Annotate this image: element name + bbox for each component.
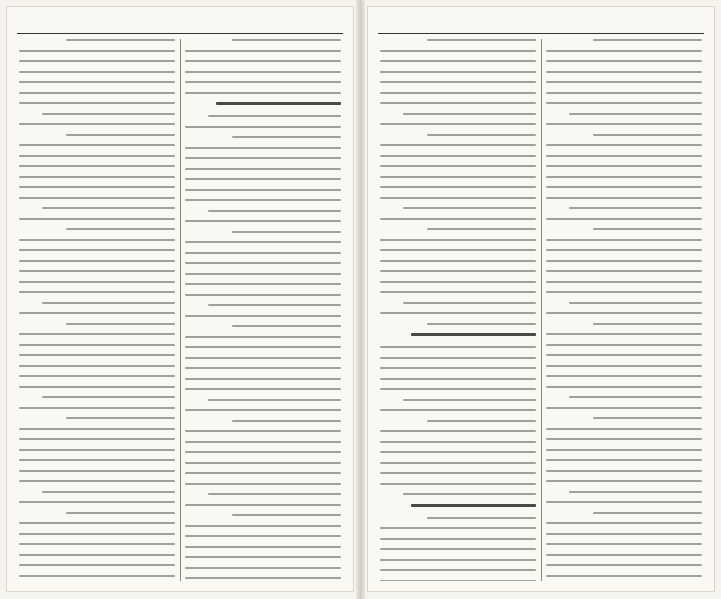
text-line [380,312,536,314]
text-line [232,514,341,516]
text-line [380,281,536,283]
text-line [185,441,341,443]
text-line [185,388,341,390]
text-line [185,220,341,222]
text-line [380,155,536,157]
text-line [403,113,536,115]
text-line [380,186,536,188]
section-heading-line [411,333,536,336]
text-line [19,354,175,356]
text-line [185,577,341,579]
text-line [546,197,702,199]
text-line [42,207,175,209]
text-line [546,459,702,461]
text-line [19,260,175,262]
left-column-divider [180,39,181,581]
text-line [380,81,536,83]
left-page-column-1 [185,39,341,581]
text-line [232,231,341,233]
text-line [546,522,702,524]
text-line [546,554,702,556]
text-line [19,365,175,367]
text-line [19,60,175,62]
text-line [380,291,536,293]
text-line [185,60,341,62]
text-line [380,430,536,432]
text-line [19,50,175,52]
text-line [185,336,341,338]
text-line [569,113,702,115]
left-page [6,6,354,592]
text-line [185,546,341,548]
text-line [208,210,341,212]
text-line [19,344,175,346]
text-line [546,176,702,178]
text-line [546,239,702,241]
right-page [367,6,715,592]
text-line [546,501,702,503]
text-line [19,155,175,157]
text-line [380,569,536,571]
text-line [380,260,536,262]
text-line [19,386,175,388]
text-line [380,409,536,411]
text-line [19,375,175,377]
text-line [19,144,175,146]
text-line [42,396,175,398]
text-line [380,441,536,443]
text-line [569,302,702,304]
text-line [19,449,175,451]
text-line [546,155,702,157]
text-line [19,428,175,430]
text-line [19,407,175,409]
text-line [19,575,175,577]
text-line [185,157,341,159]
text-line [380,60,536,62]
text-line [19,312,175,314]
text-line [19,281,175,283]
text-line [208,399,341,401]
text-line [19,71,175,73]
text-line [546,407,702,409]
text-line [569,491,702,493]
text-line [380,144,536,146]
text-line [185,462,341,464]
text-line [380,176,536,178]
text-line [546,270,702,272]
text-line [19,239,175,241]
text-line [66,228,175,230]
left-page-column-2 [19,39,175,581]
text-line [19,218,175,220]
text-line [19,533,175,535]
text-line [546,449,702,451]
text-line [185,283,341,285]
text-line [546,564,702,566]
text-line [19,522,175,524]
text-line [185,535,341,537]
text-line [403,493,536,495]
text-line [185,262,341,264]
text-line [427,39,536,41]
text-line [185,357,341,359]
text-line [593,512,702,514]
text-line [546,92,702,94]
text-line [185,92,341,94]
text-line [66,512,175,514]
text-line [380,218,536,220]
text-line [19,176,175,178]
text-line [546,344,702,346]
text-line [380,388,536,390]
text-line [185,451,341,453]
text-line [546,543,702,545]
text-line [380,527,536,529]
text-line [185,50,341,52]
text-line [19,333,175,335]
text-line [19,270,175,272]
text-line [232,39,341,41]
text-line [427,517,536,519]
right-page-column-2 [380,39,536,581]
text-line [546,428,702,430]
text-line [546,386,702,388]
text-line [185,199,341,201]
text-line [185,430,341,432]
text-line [208,115,341,117]
text-line [546,533,702,535]
text-line [546,354,702,356]
text-line [42,302,175,304]
text-line [208,304,341,306]
text-line [380,451,536,453]
text-line [427,420,536,422]
text-line [185,483,341,485]
text-line [185,567,341,569]
text-line [546,71,702,73]
text-line [208,493,341,495]
text-line [380,249,536,251]
text-line [185,346,341,348]
text-line [185,126,341,128]
text-line [380,165,536,167]
text-line [380,123,536,125]
text-line [546,312,702,314]
text-line [546,144,702,146]
text-line [546,186,702,188]
text-line [42,113,175,115]
text-line [380,580,536,582]
right-page-column-1 [546,39,702,581]
text-line [185,315,341,317]
text-line [380,462,536,464]
text-line [380,197,536,199]
text-line [185,409,341,411]
text-line [19,501,175,503]
text-line [185,367,341,369]
text-line [185,556,341,558]
text-line [546,50,702,52]
text-line [546,375,702,377]
text-line [185,525,341,527]
text-line [380,548,536,550]
text-line [19,459,175,461]
text-line [593,323,702,325]
text-line [185,81,341,83]
text-line [66,39,175,41]
right-page-header [378,13,704,31]
text-line [380,472,536,474]
text-line [232,136,341,138]
text-line [185,168,341,170]
text-line [380,92,536,94]
text-line [546,218,702,220]
book-gutter [356,0,365,599]
text-line [546,60,702,62]
section-heading-line [411,504,536,507]
right-column-divider [541,39,542,581]
text-line [546,480,702,482]
text-line [19,543,175,545]
text-line [66,134,175,136]
text-line [546,260,702,262]
text-line [546,102,702,104]
text-line [546,81,702,83]
text-line [19,438,175,440]
text-line [185,71,341,73]
text-line [185,294,341,296]
text-line [403,207,536,209]
text-line [546,291,702,293]
text-line [546,281,702,283]
text-line [19,470,175,472]
section-heading-line [216,102,341,105]
text-line [19,165,175,167]
text-line [19,123,175,125]
text-line [546,123,702,125]
text-line [19,249,175,251]
text-line [185,147,341,149]
text-line [546,438,702,440]
text-line [19,92,175,94]
right-header-rule [378,33,704,34]
left-header-rule [17,33,343,34]
text-line [185,178,341,180]
text-line [380,346,536,348]
text-line [569,207,702,209]
text-line [19,197,175,199]
text-line [66,323,175,325]
text-line [593,417,702,419]
text-line [427,134,536,136]
text-line [403,399,536,401]
text-line [380,50,536,52]
text-line [593,39,702,41]
text-line [403,302,536,304]
text-line [185,189,341,191]
text-line [380,71,536,73]
text-line [546,249,702,251]
text-line [19,81,175,83]
text-line [593,134,702,136]
text-line [19,102,175,104]
text-line [546,333,702,335]
text-line [380,559,536,561]
left-page-header [17,13,343,31]
text-line [42,491,175,493]
text-line [185,378,341,380]
text-line [380,239,536,241]
text-line [185,472,341,474]
text-line [185,241,341,243]
text-line [427,323,536,325]
text-line [546,165,702,167]
text-line [380,357,536,359]
text-line [593,228,702,230]
text-line [19,480,175,482]
text-line [232,420,341,422]
text-line [546,575,702,577]
text-line [185,504,341,506]
text-line [427,228,536,230]
text-line [569,396,702,398]
text-line [232,325,341,327]
text-line [380,483,536,485]
text-line [546,470,702,472]
text-line [380,378,536,380]
text-line [380,367,536,369]
text-line [380,270,536,272]
text-line [380,102,536,104]
text-line [66,417,175,419]
text-line [19,564,175,566]
text-line [19,291,175,293]
text-line [19,186,175,188]
text-line [185,273,341,275]
text-line [546,365,702,367]
text-line [19,554,175,556]
text-line [380,538,536,540]
text-line [185,252,341,254]
